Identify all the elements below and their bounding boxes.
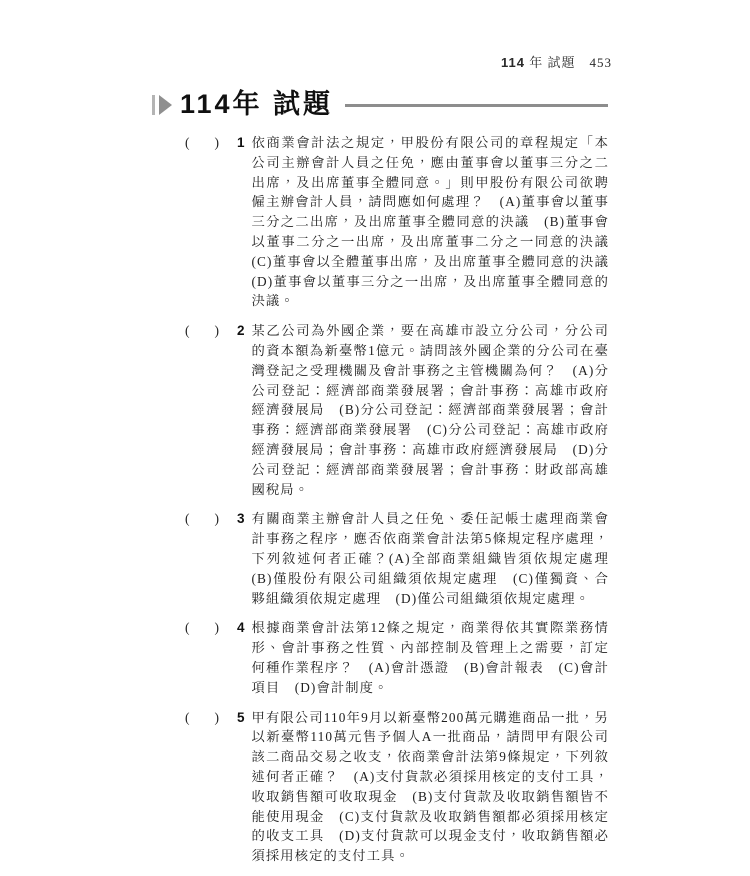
question-text: 有關商業主辦會計人員之任免、委任記帳士處理商業會計事務之程序，應否依商業會計法第5條規定程序處理，下列敘述何者正確？(A)全部商業組織皆須依規定處理 (B)僅股份有限公司組織須依規定處理 (C)僅獨資、合夥組織須依規定處理 (D)僅公司組織須依規定處理。 — [251, 511, 624, 606]
running-header — [501, 52, 612, 71]
section-title: 114年 試題 — [180, 89, 334, 119]
question-text: 某乙公司為外國企業，要在高雄市設立分公司，分公司的資本額為新臺幣1億元。請問該外國企業的分公司在臺灣登記之受理機關及會計事務之主管機關為何？ (A)分公司登記：經濟部商業發展署；會計事務：高雄市政府經濟發展局 (B)分公司登記：經濟部商業發展署；會計事務：經濟部商業發展署 (C)分公司登記：高雄市政府經濟發展局；會計事務：高雄市政府經濟發展局 (D)分公司登記：經濟部商業發展署；會計事務：財政部高雄國稅局。 — [251, 323, 609, 497]
answer-blank: ( ) — [185, 709, 219, 725]
question-number: 5 — [237, 709, 245, 725]
question-text: 依商業會計法之規定，甲股份有限公司的章程規定「本公司主辦會計人員之任免，應由董事會以董事三分之二出席，及出席董事全體同意。」則甲股份有限公司欲聘僱主辦會計人員，請問應如何處理？ (A)董事會以董事三分之二出席，及出席董事全體同意的決議 (B)董事會以董事二分之一出席，及出席董事二分之一同意的決議 (C)董事會以全體董事出席，及出席董事全體同意的決議 (D)董事會以董事三分之一出席，及出席董事全體同意的決議。 — [251, 135, 624, 309]
section-title-row — [152, 90, 608, 120]
question-number: 1 — [237, 135, 245, 150]
question-row-1 — [185, 133, 624, 311]
question-row-5 — [185, 708, 609, 866]
question-number: 4 — [237, 620, 245, 636]
question-list — [185, 133, 624, 876]
answer-blank: ( ) — [185, 323, 219, 339]
question-number: 3 — [237, 511, 245, 527]
question-number: 2 — [237, 323, 245, 339]
running-header-chapter-number: 114 — [501, 55, 525, 70]
question-row-2 — [185, 321, 609, 499]
question-text: 根據商業會計法第12條之規定，商業得依其實際業務情形、會計事務之性質、內部控制及管理上之需要，訂定何種作業程序？ (A)會計憑證 (B)會計報表 (C)會計項目 (D)會計制度。 — [251, 620, 609, 695]
question-text: 甲有限公司110年9月以新臺幣200萬元購進商品一批，另以新臺幣110萬元售予個人A一批商品，請問甲有限公司該二商品交易之收支，依商業會計法第9條規定，下列敘述何者正確？ (A)支付貨款必須採用核定的支付工具，收取銷售額可收取現金 (B)支付貨款及收取銷售額皆不能使用現金 (C)支付貨款及收取銷售額都必須採用核定的收支工具 (D)支付貨款可以現金支付，收取銷售額必須採用核定的支付工具。 — [251, 709, 609, 864]
running-header-chapter-text: 年 試題 — [524, 55, 576, 70]
title-rule-divider — [345, 104, 608, 107]
question-row-3 — [185, 509, 624, 608]
answer-blank: ( ) — [185, 511, 219, 527]
page-number: 453 — [589, 55, 612, 70]
question-row-4 — [185, 618, 609, 697]
right-triangle-icon — [152, 95, 172, 115]
answer-blank: ( ) — [185, 135, 219, 150]
answer-blank: ( ) — [185, 620, 219, 636]
